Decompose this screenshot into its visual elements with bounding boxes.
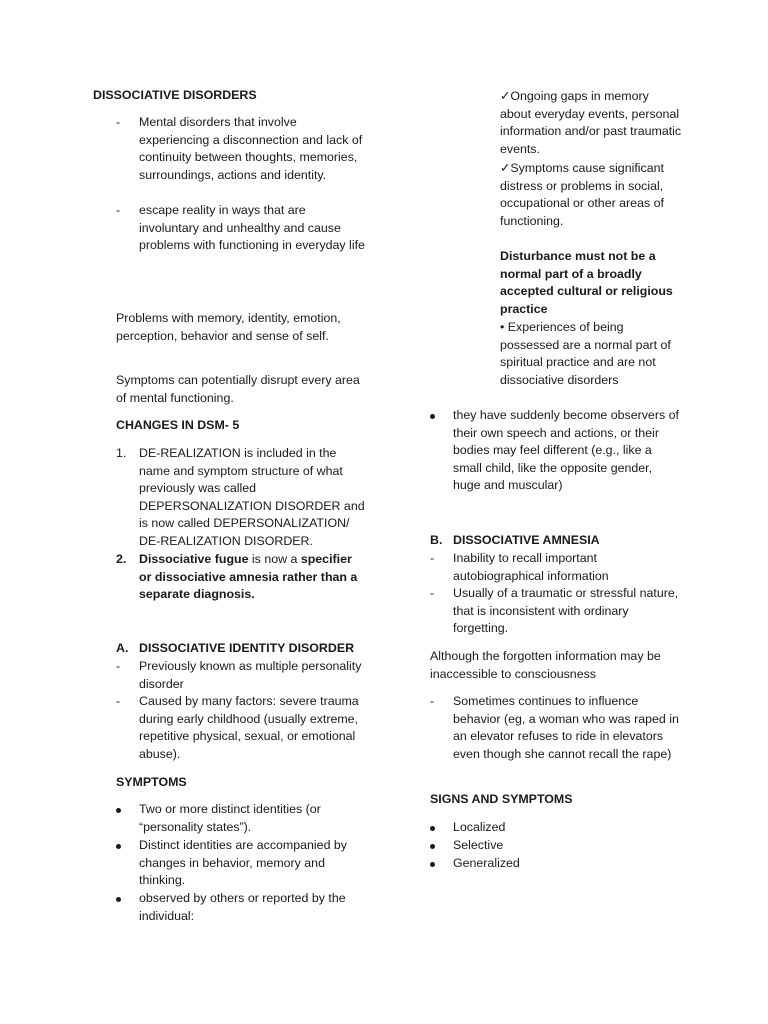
paragraph: Although the forgotten information may be inaccessible to consciousness [430, 649, 661, 681]
dash-marker: - [116, 659, 121, 673]
list-item-text: escape reality in ways that are involuntary and unhealthy and cause problems with functioning in everyday life [139, 203, 365, 253]
dash-marker: - [430, 551, 435, 565]
disturbance-bullet: • Experiences of being possessed are a normal part of spiritual practice and are not dissociative disorders [500, 320, 671, 387]
bold-phrase: Dissociative fugue [139, 552, 249, 566]
list-item [116, 202, 366, 255]
bullet-item-text: Localized [453, 820, 506, 834]
section-letter: B. [430, 533, 443, 547]
dash-marker: - [116, 203, 121, 217]
bullet-item [430, 837, 682, 855]
section-heading-text: DISSOCIATIVE IDENTITY DISORDER [139, 641, 355, 655]
section-heading [116, 640, 376, 658]
bullet-item-text: Two or more distinct identities (or “personality states”). [139, 802, 321, 834]
bullet-item [116, 890, 366, 925]
numbered-item-text [139, 551, 366, 604]
dash-marker: - [430, 694, 435, 708]
bullet-item [116, 837, 366, 890]
bullet-dot [116, 844, 121, 849]
bullet-item [430, 819, 682, 837]
bullet-dot [430, 862, 435, 867]
item-number: 2. [116, 552, 127, 566]
dash-marker: - [430, 586, 435, 600]
disturbance-note: Disturbance must not be a normal part of a broadly accepted cultural or religious practice [500, 249, 673, 316]
numbered-item [116, 551, 366, 604]
list-item [430, 550, 682, 585]
bullet-dot [116, 897, 121, 902]
numbered-item [116, 445, 366, 551]
bullet-item [116, 801, 366, 836]
list-item-text: Usually of a traumatic or stressful nature, that is inconsistent with ordinary forgetting. [453, 586, 679, 636]
bullet-item-text: they have suddenly become observers of their own speech and actions, or their bodies may feel different (e.g., like a small child, like the opposite gender, huge and muscular) [453, 408, 679, 493]
bullet-dot [116, 808, 121, 813]
check-item: ✓Ongoing gaps in memory about everyday events, personal information and/or past traumatic events. [500, 89, 682, 156]
bullet-dot [430, 826, 435, 831]
paragraph: Problems with memory, identity, emotion, perception, behavior and sense of self. [116, 311, 341, 343]
section-heading: CHANGES IN DSM- 5 [116, 418, 240, 432]
check-item: ✓Symptoms cause significant distress or problems in social, occupational or other areas of functioning. [500, 161, 664, 228]
item-number: 1. [116, 446, 127, 460]
plain-phrase: is now a [248, 552, 301, 566]
bold-phrase: specifier or dissociative amnesia rather than a separate diagnosis. [139, 552, 358, 602]
section-heading: SYMPTOMS [116, 775, 187, 789]
list-item-text: Inability to recall important autobiographical information [453, 551, 609, 583]
bullet-dot [430, 414, 435, 419]
list-item-text: Sometimes continues to influence behavior (eg, a woman who was raped in an elevator refuses to ride in elevators even though she cannot recall the rape) [453, 694, 679, 761]
numbered-item-text: DE-REALIZATION is included in the name and symptom structure of what previously was called DEPERSONALIZATION DISORDER and is now called DEPERSONALIZATION/ DE-REALIZATION DISORDER. [139, 446, 365, 548]
document-title: DISSOCIATIVE DISORDERS [93, 88, 257, 102]
bullet-item-text: Selective [453, 838, 504, 852]
bullet-item [430, 407, 682, 495]
list-item-text: Caused by many factors: severe trauma during early childhood (usually extreme, repetitive physical, sexual, or emotional abuse). [139, 694, 359, 761]
paragraph: Symptoms can potentially disrupt every area of mental functioning. [116, 373, 360, 405]
list-item-text: Previously known as multiple personality disorder [139, 659, 362, 691]
section-letter: A. [116, 641, 129, 655]
bullet-item-text: Distinct identities are accompanied by changes in behavior, memory and thinking. [139, 838, 347, 888]
list-item [430, 585, 682, 638]
bullet-item-text: Generalized [453, 856, 520, 870]
list-item [430, 693, 682, 763]
dash-marker: - [116, 115, 121, 129]
list-item [116, 658, 366, 693]
bullet-item-text: observed by others or reported by the individual: [139, 891, 346, 923]
section-heading-text: DISSOCIATIVE AMNESIA [453, 533, 600, 547]
section-heading: SIGNS AND SYMPTOMS [430, 792, 573, 806]
section-heading [430, 532, 682, 550]
list-item [116, 693, 366, 763]
dash-marker: - [116, 694, 121, 708]
list-item [116, 114, 366, 184]
bullet-dot [430, 844, 435, 849]
list-item-text: Mental disorders that involve experiencing a disconnection and lack of continuity between thoughts, memories, surroundings, actions and identity. [139, 115, 363, 182]
bullet-item [430, 855, 682, 873]
